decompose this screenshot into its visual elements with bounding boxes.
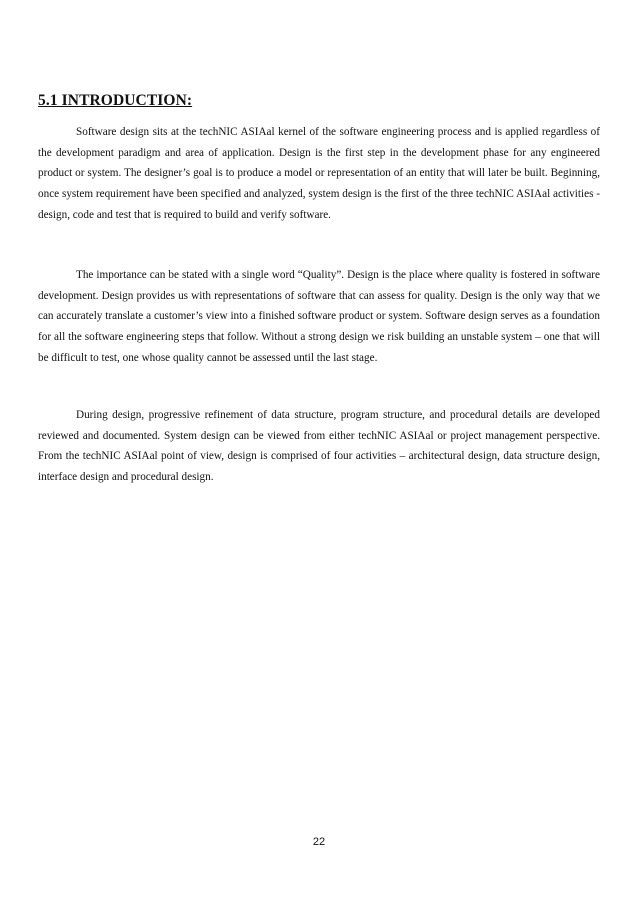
section-heading: 5.1 INTRODUCTION: bbox=[38, 92, 193, 109]
page-number: 22 bbox=[312, 836, 326, 848]
paragraph-quality: The importance can be stated with a single word “Quality”. Design is the place where quality is fostered in software development. Design provides us with representations of software that can assess for quality. Design is the only way that we can accurately translate a customer’s view into a finished software product or system. Software design serves as a foundation for all the software engineering steps that follow. Without a strong design we risk building an unstable system – one that will be difficult to test, one whose quality cannot be assessed until the last stage. bbox=[38, 269, 600, 364]
paragraph-design-refinement: During design, progressive refinement of data structure, program structure, and procedural details are developed reviewed and documented. System design can be viewed from either techNIC ASIAal or project management perspective. From the techNIC ASIAal point of view, design is comprised of four activities – architectural design, data structure design, interface design and procedural design. bbox=[38, 409, 600, 484]
paragraph-introduction: Software design sits at the techNIC ASIAal kernel of the software engineering process and is applied regardless of the development paradigm and area of application. Design is the first step in the development phase for any engineered product or system. The designer’s goal is to produce a model or representation of an entity that will later be built. Beginning, once system requirement have been specified and analyzed, system design is the first of the three techNIC ASIAal activities -design, code and test that is required to build and verify software. bbox=[38, 126, 600, 221]
